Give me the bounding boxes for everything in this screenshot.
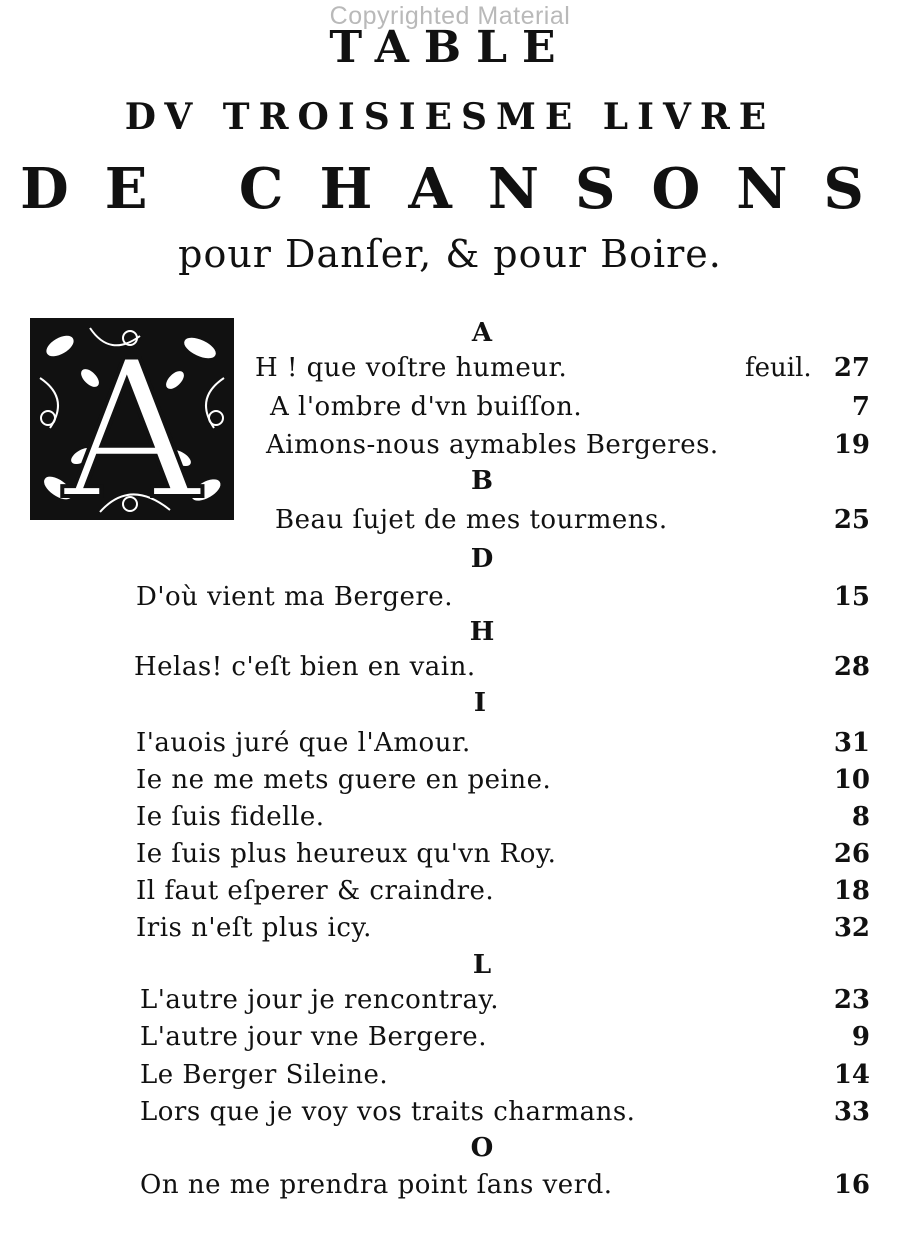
page-number: 16 xyxy=(833,1170,870,1200)
list-item: L'autre jour vne Bergere. xyxy=(140,1022,487,1052)
section-letter-D: D xyxy=(470,544,494,574)
ornamental-letter-A-icon xyxy=(30,318,234,520)
list-item: Il faut eſperer & craindre. xyxy=(136,876,495,906)
feuil-label: feuil. xyxy=(745,353,812,383)
list-item: Iris n'eſt plus icy. xyxy=(136,913,372,943)
title-de-chansons: DE CHANSONS xyxy=(20,156,900,222)
page-number: 23 xyxy=(833,985,870,1015)
page-number: 19 xyxy=(833,430,870,460)
page-number: 33 xyxy=(833,1097,870,1127)
section-letter-A: A xyxy=(471,318,493,348)
page-number: 31 xyxy=(833,728,870,758)
page-number: 10 xyxy=(833,765,870,795)
list-item: Beau ſujet de mes tourmens. xyxy=(275,505,668,535)
list-item: Ie ne me mets guere en peine. xyxy=(136,765,552,795)
page-number: 14 xyxy=(833,1060,870,1090)
list-item: On ne me prendra point ſans verd. xyxy=(140,1170,613,1200)
page-number: 18 xyxy=(833,876,870,906)
list-item: H ! que voſtre humeur. xyxy=(255,353,568,383)
page-number: 32 xyxy=(833,913,870,943)
list-item: L'autre jour je rencontray. xyxy=(140,985,499,1015)
page-number: 26 xyxy=(833,839,870,869)
page-number: 27 xyxy=(833,353,870,383)
title-table: TABLE xyxy=(329,22,571,73)
list-item: Ie ſuis plus heureux qu'vn Roy. xyxy=(136,839,557,869)
section-letter-I: I xyxy=(473,688,487,718)
list-item: A l'ombre d'vn buiſſon. xyxy=(270,392,583,422)
title-subtitle: pour Danſer, & pour Boire. xyxy=(178,232,722,276)
page-number: 9 xyxy=(851,1022,870,1052)
svg-text:A: A xyxy=(63,320,201,520)
page-number: 8 xyxy=(851,802,870,832)
section-letter-H: H xyxy=(469,617,495,647)
section-letter-B: B xyxy=(471,466,493,496)
page-number: 28 xyxy=(833,652,870,682)
section-letter-O: O xyxy=(470,1133,494,1163)
page-number: 7 xyxy=(851,392,870,422)
list-item: Helas! c'eſt bien en vain. xyxy=(134,652,476,682)
list-item: Lors que je voy vos traits charmans. xyxy=(140,1097,636,1127)
list-item: I'auois juré que l'Amour. xyxy=(136,728,471,758)
list-item: Le Berger Sileine. xyxy=(140,1060,389,1090)
section-letter-L: L xyxy=(472,950,492,980)
page-number: 15 xyxy=(833,582,870,612)
title-troisiesme-livre: DV TROISIESME LIVRE xyxy=(124,96,776,138)
list-item: Aimons-nous aymables Bergeres. xyxy=(266,430,719,460)
copyright-watermark: Copyrighted Material xyxy=(329,2,571,30)
list-item: D'où vient ma Bergere. xyxy=(136,582,453,612)
list-item: Ie ſuis fidelle. xyxy=(136,802,325,832)
page-number: 25 xyxy=(833,505,870,535)
